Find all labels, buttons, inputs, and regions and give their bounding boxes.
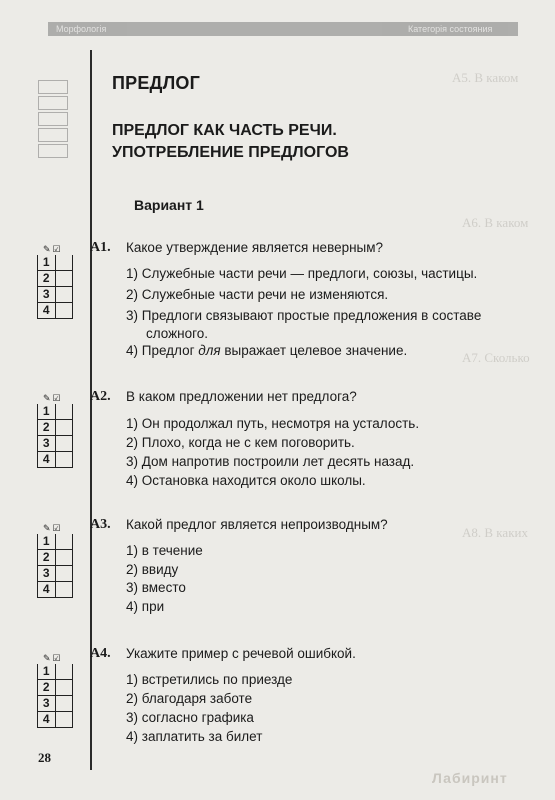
answer-grid-a2: ✎☑ 1 2 3 4 xyxy=(37,392,73,468)
question-option: 3) вместо xyxy=(126,580,186,595)
question-number: А4. xyxy=(90,646,111,661)
question-option: 3) Предлоги связывают простые предложения в составе xyxy=(126,308,482,323)
question-option: 2) ввиду xyxy=(126,562,179,577)
question-option: 3) Дом напротив построили лет десять назад. xyxy=(126,454,415,469)
answer-box[interactable] xyxy=(56,566,73,581)
running-header-right: Категорія состояния xyxy=(408,24,493,34)
question-option: 4) заплатить за билет xyxy=(126,729,263,744)
answer-grid-a4: ✎☑ 1 2 3 4 xyxy=(37,652,73,728)
publisher-watermark: Лабиринт xyxy=(432,770,508,786)
answer-box[interactable] xyxy=(56,255,73,270)
question-option: 2) Плохо, когда не с кем поговорить. xyxy=(126,435,355,450)
answer-box[interactable] xyxy=(56,582,73,597)
bleed-through-2: A6. В каком xyxy=(462,215,529,230)
pen-check-icon: ✎☑ xyxy=(43,523,63,533)
bleed-through-4: A8. В каких xyxy=(462,525,528,540)
question-option: 2) благодаря заботе xyxy=(126,691,253,706)
answer-grid-a1: ✎☑ 1 2 3 4 xyxy=(37,243,73,319)
section-subtitle xyxy=(112,120,349,164)
question-option: 3) согласно графика xyxy=(126,710,254,725)
answer-box[interactable] xyxy=(56,680,73,695)
question-text: Какой предлог является непроизводным? xyxy=(126,517,388,532)
question-text: Укажите пример с речевой ошибкой. xyxy=(126,646,356,661)
subtitle-line-1: ПРЕДЛОГ КАК ЧАСТЬ РЕЧИ. xyxy=(112,122,337,139)
answer-grid-a3: ✎☑ 1 2 3 4 xyxy=(37,522,73,598)
answer-box[interactable] xyxy=(56,420,73,435)
variant-heading: Вариант 1 xyxy=(134,197,204,213)
question-text: В каком предложении нет предлога? xyxy=(126,389,357,404)
answer-box[interactable] xyxy=(56,436,73,451)
answer-box[interactable] xyxy=(56,664,73,679)
answer-box[interactable] xyxy=(56,696,73,711)
page-number: 28 xyxy=(38,750,51,765)
answer-box[interactable] xyxy=(56,534,73,549)
question-option: 4) Остановка находится около школы. xyxy=(126,473,366,488)
answer-box[interactable] xyxy=(56,404,73,419)
margin-rule xyxy=(90,50,92,770)
faint-grid-shadow xyxy=(38,80,68,170)
answer-box[interactable] xyxy=(56,303,73,318)
question-text: Какое утверждение является неверным? xyxy=(126,240,384,255)
question-number: А2. xyxy=(90,389,111,404)
question-option: сложного. xyxy=(146,326,209,341)
answer-box[interactable] xyxy=(56,712,73,727)
answer-box[interactable] xyxy=(56,452,73,467)
bleed-through-1: A5. В каком xyxy=(452,70,519,85)
pen-check-icon: ✎☑ xyxy=(43,244,63,254)
question-number: А1. xyxy=(90,240,111,255)
running-header-left: Морфологія xyxy=(56,24,107,34)
pen-check-icon: ✎☑ xyxy=(43,653,63,663)
answer-box[interactable] xyxy=(56,271,73,286)
question-option: 2) Служебные части речи не изменяются. xyxy=(126,287,389,302)
section-title: ПРЕДЛОГ xyxy=(112,73,201,93)
question-option: 1) Он продолжал путь, несмотря на усталость. xyxy=(126,416,420,431)
answer-box[interactable] xyxy=(56,550,73,565)
answer-box[interactable] xyxy=(56,287,73,302)
question-option: 1) Служебные части речи — предлоги, союзы, частицы. xyxy=(126,266,478,281)
question-option: 1) встретились по приезде xyxy=(126,672,293,687)
bleed-through-3: A7. Сколько xyxy=(462,350,530,365)
question-option: 4) Предлог для выражает целевое значение. xyxy=(126,343,408,358)
question-option: 4) при xyxy=(126,599,165,614)
pen-check-icon: ✎☑ xyxy=(43,393,63,403)
question-number: А3. xyxy=(90,517,111,532)
running-header xyxy=(48,22,518,36)
question-option: 1) в течение xyxy=(126,543,203,558)
subtitle-line-2: УПОТРЕБЛЕНИЕ ПРЕДЛОГОВ xyxy=(112,144,349,161)
